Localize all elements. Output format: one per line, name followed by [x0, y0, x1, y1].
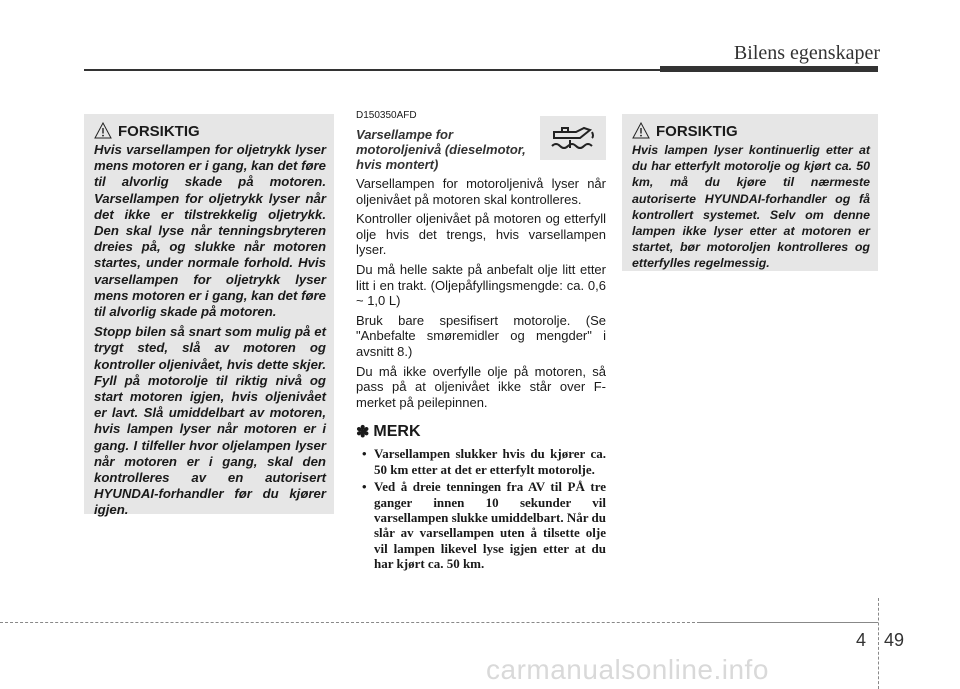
note-item-text: Ved å dreie tenningen fra AV til PÅ tre ganger innen 10 sekunder vil varsellampen slukke umiddelbart. Når du slår av varsellampen uten å tilsette olje vil lampen likevel lyse igjen etter at du har kjørt ca. 50 km. [374, 479, 606, 572]
caution-title: FORSIKTIG [656, 122, 738, 140]
page-header-title: Bilens egenskaper [733, 42, 880, 64]
warning-triangle-icon [632, 122, 650, 140]
section-code: D150350AFD [356, 110, 417, 121]
caution-title: FORSIKTIG [118, 122, 200, 140]
header-divider-accent [660, 66, 878, 72]
body-paragraph: Du må helle sakte på anbefalt olje litt etter litt i en trakt. (Oljepåfyllingsmengde: ca. 0,6 ~ 1,0 L) [356, 261, 606, 309]
body-paragraph: Du må ikke overfylle olje på motoren, så pass på at oljenivået ikke står over F-merket på peilepinnen. [356, 363, 606, 410]
section-number: 4 [856, 630, 867, 650]
note-item [356, 446, 606, 477]
bullet-icon: • [362, 446, 367, 462]
note-title: MERK [373, 423, 421, 441]
note-star-icon: ✽ [356, 424, 370, 442]
body-paragraph: Varsellampen for motoroljenivå lyser når oljenivået på motoren skal kontrolleres. [356, 176, 606, 207]
page-number: 49 [884, 630, 905, 650]
body-paragraph: Kontroller oljenivået på motoren og etterfyll olje hvis det trengs, hvis varsellampen lyser. [356, 211, 606, 258]
note-item [356, 479, 606, 571]
footer-divider-solid [700, 622, 878, 623]
caution-paragraph: Hvis varsellampen for oljetrykk lyser mens motoren er i gang, kan det føre til alvorlig skade på motoren. Varsellampen for oljetrykk lyser når det ikke er tilstrekkelig oljetrykk. Den skal lyse når tenningsbryteren dreies på, og slukke når motoren startes, under normale forhold. Hvis varsellampen for oljetrykk lyser mens motoren er i gang, kan det føre til alvorlig skade på motoren. [94, 142, 326, 320]
oil-level-warning-icon [540, 116, 606, 160]
caution-paragraph: Stopp bilen så snart som mulig på et trygt sted, slå av motoren og kontroller oljenivået, hvis dette skjer. Fyll på motorolje til riktig nivå og start motoren igjen, hvis oljenivået er lavt. Slå umiddelbart av motoren, hvis lampen lyser når motoren er i gang. I tilfeller hvor oljelampen lyser når motoren er i gang, skal den kontrolleres av en autorisert HYUNDAI-forhandler før du kjører igjen. [94, 324, 326, 518]
engine-oil-level-section [356, 110, 606, 574]
bullet-icon: • [362, 479, 367, 495]
caution-box-oil-pressure [84, 114, 334, 518]
caution-box-oil-level [622, 114, 878, 271]
page-number-separator [878, 598, 879, 689]
note-heading [356, 422, 606, 442]
watermark: carmanualsonline.info [486, 654, 769, 685]
section-subheading: Varsellampe for motoroljenivå (dieselmotor, hvis montert) [356, 127, 526, 172]
caution-heading [94, 122, 326, 140]
note-item-text: Varsellampen slukker hvis du kjører ca. 50 km etter at det er etterfylt motorolje. [374, 446, 606, 477]
warning-triangle-icon [94, 122, 112, 140]
body-paragraph: Bruk bare spesifisert motorolje. (Se "Anbefalte smøremidler og mengder" i avsnitt 8.) [356, 312, 606, 359]
caution-heading [632, 122, 870, 140]
note-list [356, 446, 606, 571]
caution-paragraph: Hvis lampen lyser kontinuerlig etter at du har etterfylt motorolje og kjørt ca. 50 km, må du kjøre til nærmeste autoriserte HYUNDAI-forhandler og få kontrollert systemet. Selv om denne lampen ikke lyser etter at motoren er startet, bør motoroljen kontrolleres og etterfylles regelmessig. [632, 143, 870, 271]
footer-divider [0, 622, 700, 623]
